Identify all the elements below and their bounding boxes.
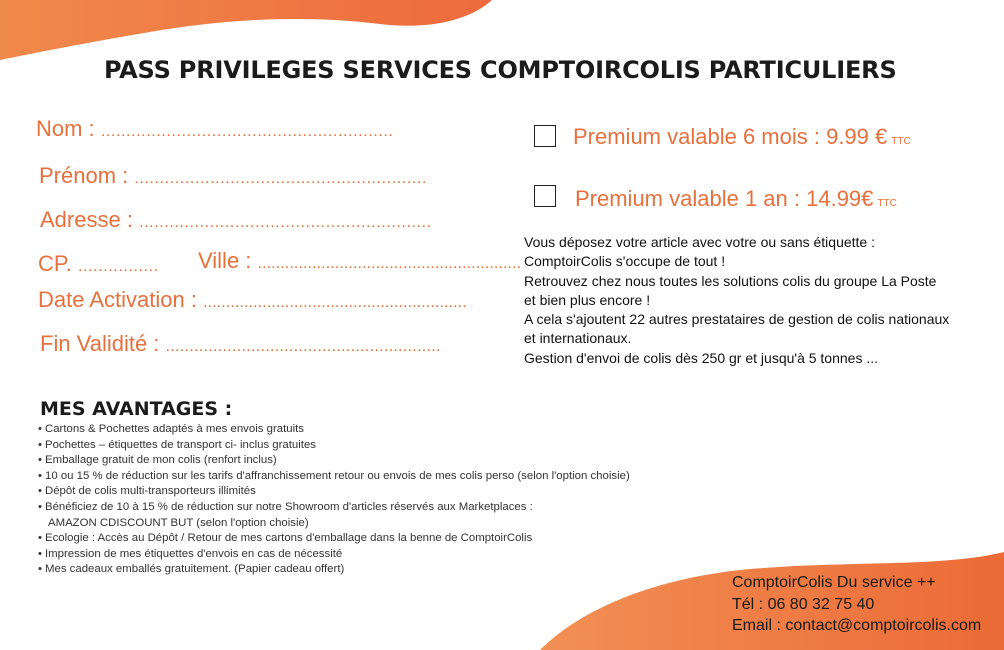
bullet-icon: • [38, 500, 42, 513]
field-nom-dots: .......................................................... [100, 123, 394, 140]
field-fin-validite-dots: .......................................................... [165, 338, 441, 355]
field-cp[interactable] [38, 251, 159, 277]
advantages-title: MES AVANTAGES : [40, 398, 233, 420]
description-line: Retrouvez chez nous toutes les solutions colis du groupe La Poste [524, 272, 937, 289]
description-line: Gestion d'envoi de colis dès 250 gr et jusqu'à 5 tonnes ... [524, 349, 879, 366]
field-cp-dots: ................ [77, 258, 159, 275]
field-prenom-dots: .......................................................... [134, 170, 428, 187]
advantage-item: • Pochettes – étiquettes de transport ci- inclus gratuites [38, 438, 316, 451]
advantage-item: • Ecologie : Accès au Dépôt / Retour de mes cartons d'emballage dans la benne de ComptoirColis [38, 532, 533, 545]
advantage-item: • 10 ou 15 % de réduction sur les tarifs d'affranchissement retour ou envois de mes colis perso (selon l'option choisie) [38, 469, 630, 482]
option-6-mois-ttc: TTC [891, 136, 911, 147]
advantage-item-continued: AMAZON CDISCOUNT BUT (selon l'option choisie) [48, 516, 309, 529]
page-title: PASS PRIVILEGES SERVICES COMPTOIRCOLIS PARTICULIERS [104, 56, 897, 84]
advantage-item: • Impression de mes étiquettes d'envois en cas de nécessité [38, 547, 343, 560]
option-6-mois-label [573, 124, 911, 150]
field-adresse-dots: .......................................................... [139, 214, 432, 231]
advantage-item: • Emballage gratuit de mon colis (renfort inclus) [38, 454, 277, 467]
option-6-mois-text: Premium valable 6 mois : 9.99 € [573, 124, 888, 149]
advantage-item: • Bénéficiez de 10 à 15 % de réduction sur notre Showroom d'articles réservés aux Marketplaces : [38, 500, 533, 513]
contact-company: ComptoirColis Du service ++ [732, 574, 936, 591]
bullet-icon: • [38, 532, 42, 545]
field-ville[interactable] [198, 248, 521, 274]
advantage-item: • Dépôt de colis multi-transporteurs illimités [38, 485, 256, 498]
option-1-an-ttc: TTC [877, 198, 897, 209]
description-line: Vous déposez votre article avec votre ou sans étiquette : [524, 234, 875, 250]
field-adresse[interactable] [40, 207, 432, 233]
description-line: et internationaux. [524, 330, 632, 347]
field-fin-validite-label: Fin Validité : [40, 331, 160, 356]
field-nom-label: Nom : [36, 116, 95, 141]
advantage-item: • Cartons & Pochettes adaptés à mes envois gratuits [38, 423, 304, 435]
field-cp-label: CP. [38, 251, 72, 276]
bullet-icon: • [38, 563, 42, 576]
field-date-activation[interactable] [38, 287, 467, 313]
option-6-mois-checkbox[interactable] [534, 125, 556, 147]
field-fin-validite[interactable] [40, 331, 441, 357]
bullet-icon: • [38, 438, 42, 451]
field-prenom[interactable] [39, 163, 427, 189]
contact-phone[interactable]: Tél : 06 80 32 75 40 [732, 595, 875, 613]
option-1-an-checkbox[interactable] [534, 185, 556, 207]
advantage-item: • Mes cadeaux emballés gratuitement. (Papier cadeau offert) [38, 563, 345, 576]
bullet-icon: • [38, 423, 42, 435]
field-adresse-label: Adresse : [40, 207, 133, 232]
contact-email[interactable]: Email : contact@comptoircolis.com [732, 617, 982, 634]
description-line: et bien plus encore ! [524, 291, 651, 308]
contact-block [732, 572, 981, 637]
bullet-icon: • [38, 547, 42, 560]
field-nom[interactable] [36, 116, 393, 142]
field-date-activation-label: Date Activation : [38, 287, 197, 312]
bullet-icon: • [38, 485, 42, 498]
bullet-icon: • [38, 469, 42, 482]
option-1-an-text: Premium valable 1 an : 14.99€ [575, 186, 874, 211]
field-date-activation-dots: .......................................................... [203, 294, 467, 311]
field-prenom-label: Prénom : [39, 163, 129, 188]
description-line: A cela s'ajoutent 22 autres prestataires de gestion de colis nationaux [524, 311, 950, 328]
service-description [524, 233, 949, 368]
field-ville-label: Ville : [198, 248, 252, 273]
description-line: ComptoirColis s'occupe de tout ! [524, 253, 726, 270]
bullet-icon: • [38, 454, 42, 467]
advantages-list [38, 422, 630, 578]
option-1-an-label [575, 186, 897, 212]
field-ville-dots: .......................................................... [257, 255, 522, 272]
